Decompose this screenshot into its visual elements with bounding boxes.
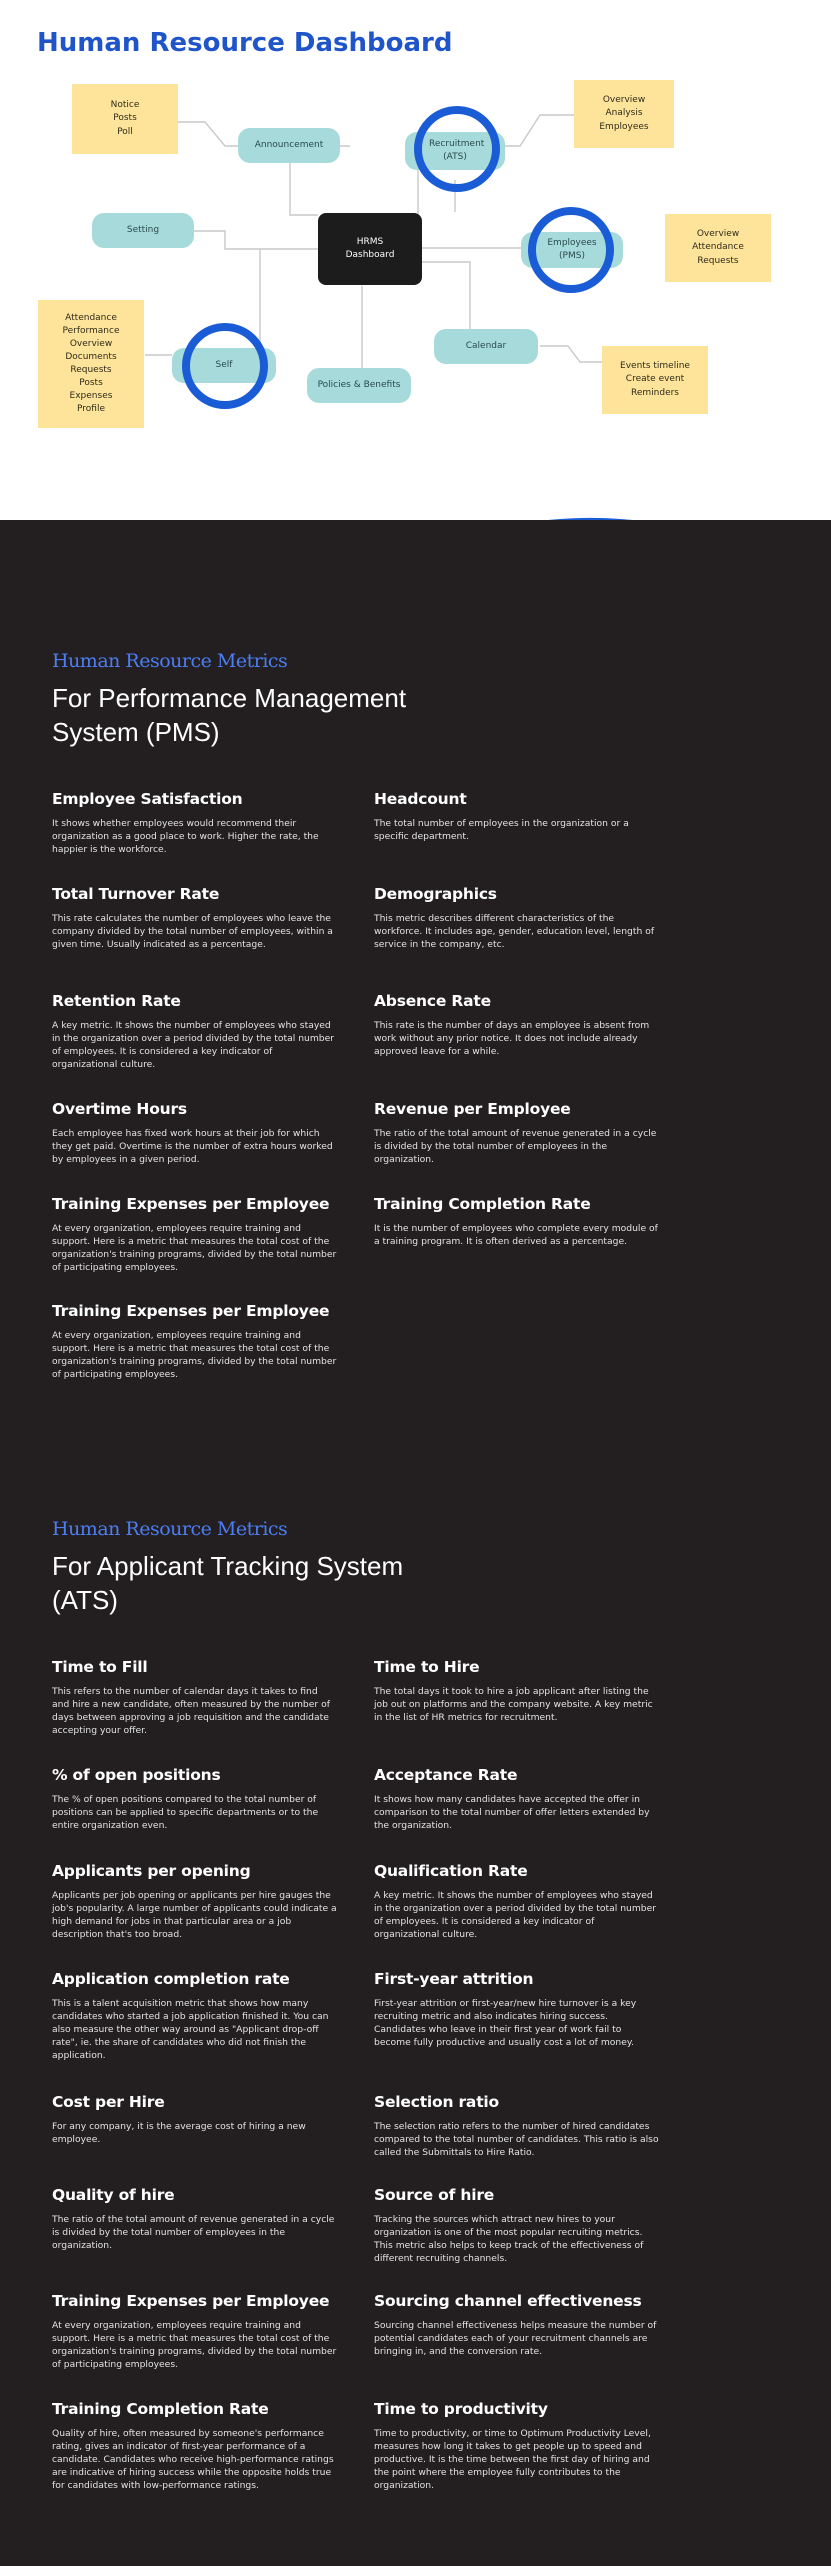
metric-text: The total days it took to hire a job applicant after listing the job out on platforms and the company website. A key metric in the list of HR metrics for recruitment. xyxy=(374,1686,653,1723)
pms-section xyxy=(52,650,792,1380)
self-node[interactable]: Self xyxy=(172,348,276,383)
metric-text: Tracking the sources which attract new hires to your organization is one of the most popular recruiting metrics. This metric also helps to keep track of the effectiveness of different recruiting channels. xyxy=(374,2214,644,2264)
metric-card xyxy=(52,2093,337,2147)
metric-card xyxy=(52,2292,337,2372)
metric-title: Source of hire xyxy=(374,2186,495,2204)
metric-text: The total number of employees in the organization or a specific department. xyxy=(374,818,629,842)
metric-text: At every organization, employees require training and support. Here is a metric that measures the total cost of the organization's training programs, divided by the total number of participating employees. xyxy=(52,1223,337,1273)
metric-card xyxy=(374,2186,659,2266)
metric-title: Time to Fill xyxy=(52,1658,148,1676)
metric-text: The % of open positions compared to the total number of positions can be applied to specific departments or to the entire organization even. xyxy=(52,1794,319,1831)
metric-text: Time to productivity, or time to Optimum Productivity Level, measures how long it takes to get people up to speed and productive. It is the time between the first day of hiring and the point where the employee fully contributes to the organization. xyxy=(374,2428,651,2491)
metric-card xyxy=(52,885,337,952)
metric-title: Quality of hire xyxy=(52,2186,175,2204)
metric-title: Employee Satisfaction xyxy=(52,790,243,808)
metric-title: Demographics xyxy=(374,885,497,903)
note-item: Attendance xyxy=(692,242,744,253)
metric-title: Applicants per opening xyxy=(52,1862,251,1880)
metric-card xyxy=(374,1970,659,2050)
metric-card xyxy=(52,1862,337,1942)
metric-text: It shows how many candidates have accepted the offer in comparison to the total number of offer letters extended by the organization. xyxy=(374,1794,650,1831)
ats-title-line: For Applicant Tracking System xyxy=(52,1551,404,1581)
pms-title xyxy=(52,682,792,750)
metric-card xyxy=(374,1862,659,1942)
announcement-note xyxy=(72,84,178,154)
metric-card xyxy=(52,1970,337,2062)
employees-node-label: Employees (PMS) xyxy=(547,238,597,261)
hub-line: Dashboard xyxy=(345,250,395,260)
calendar-note xyxy=(602,346,708,414)
metric-title: Total Turnover Rate xyxy=(52,885,220,903)
metric-text: The selection ratio refers to the number of hired candidates compared to the total number of candidates. This ratio is also called the Submittals to Hire Ratio. xyxy=(374,2121,659,2158)
note-item: Events timeline xyxy=(620,361,690,372)
metric-title: % of open positions xyxy=(52,1766,221,1784)
metric-title: Qualification Rate xyxy=(374,1862,528,1880)
ats-kicker: Human Resource Metrics xyxy=(52,1518,288,1540)
metric-text: It shows whether employees would recommend their organization as a good place to work. Higher the rate, the happier is the workforce. xyxy=(52,818,319,855)
pms-kicker: Human Resource Metrics xyxy=(52,650,288,672)
self-highlight-ring xyxy=(182,323,268,409)
metric-card xyxy=(52,2186,337,2253)
note-item: Requests xyxy=(70,365,112,375)
metric-text: A key metric. It shows the number of employees who stayed in the organization over a period divided by the total number of employees. It is considered a key indicator of organizational culture. xyxy=(52,1020,335,1070)
metric-card xyxy=(52,992,337,1072)
pms-title-line: System (PMS) xyxy=(52,716,220,747)
note-item: Notice xyxy=(110,100,140,111)
employees-highlight-ring xyxy=(528,207,614,293)
metric-title: Headcount xyxy=(374,790,467,808)
metric-text: First-year attrition or first-year/new hire turnover is a key recruiting metric and also indicates hiring success. Candidates who leave in their first year of work fail to become fully productive and usually cost a lot of money. xyxy=(374,1998,637,2048)
metric-card xyxy=(374,1100,659,1167)
metric-title: Training Expenses per Employee xyxy=(52,1302,330,1320)
ats-title xyxy=(52,1550,792,1618)
metric-card xyxy=(374,1766,659,1833)
employees-note xyxy=(665,214,771,282)
metric-title: First-year attrition xyxy=(374,1970,534,1988)
metric-card xyxy=(374,790,659,844)
metric-title: Cost per Hire xyxy=(52,2093,165,2111)
note-item: Posts xyxy=(79,378,103,389)
metric-text: Quality of hire, often measured by someone's performance rating, gives an indicator of first-year performance of a candidate. Candidates who receive high-performance ratings are indicative of hiring success while the opposite holds true for candidates with low-performance ratings. xyxy=(52,2428,334,2491)
hrms-dashboard-hub[interactable] xyxy=(318,213,422,285)
metric-text: This rate calculates the number of employees who leave the company divided by the total number of employees, within a given time. Usually indicated as a percentage. xyxy=(52,913,333,950)
metric-title: Selection ratio xyxy=(374,2093,499,2111)
metric-title: Time to productivity xyxy=(374,2400,548,2418)
metric-text: This rate is the number of days an employee is absent from work without any prior notice. It does not include already approved leave for a while. xyxy=(374,1020,650,1057)
pms-title-line: For Performance Management xyxy=(52,683,407,713)
metric-card xyxy=(374,1195,659,1249)
metric-title: Sourcing channel effectiveness xyxy=(374,2292,642,2310)
note-item: Documents xyxy=(65,351,117,362)
metric-title: Application completion rate xyxy=(52,1970,290,1988)
metric-text: At every organization, employees require training and support. Here is a metric that measures the total cost of the organization's training programs, divided by the total number of participating employees. xyxy=(52,2320,337,2370)
note-item: Employees xyxy=(599,121,649,132)
metric-text: The ratio of the total amount of revenue generated in a cycle is divided by the total number of employees in the organization. xyxy=(374,1128,657,1165)
metric-title: Training Completion Rate xyxy=(52,2400,269,2418)
metric-text: This refers to the number of calendar days it takes to find and hire a new candidate, often measured by the number of days between approving a job requisition and the candidate accepting your offer. xyxy=(52,1686,330,1736)
metric-text: This metric describes different characteristics of the workforce. It includes age, gender, education level, length of service in the company, etc. xyxy=(374,913,655,950)
ats-title-line: (ATS) xyxy=(52,1584,118,1615)
metric-card xyxy=(52,1195,337,1275)
metrics-panel xyxy=(0,520,831,2566)
metric-title: Revenue per Employee xyxy=(374,1100,571,1118)
page-title: Human Resource Dashboard xyxy=(37,28,453,58)
note-item: Posts xyxy=(113,113,137,124)
metric-title: Training Completion Rate xyxy=(374,1195,591,1213)
recruitment-highlight-ring xyxy=(414,106,500,192)
metric-text: It is the number of employees who complete every module of a training program. It is often derived as a percentage. xyxy=(374,1223,658,1247)
metric-text: Applicants per job opening or applicants per hire gauges the job's popularity. A large number of applicants could indicate a high demand for jobs in that particular area or a job description that's too broad. xyxy=(52,1890,337,1940)
metric-text: Each employee has fixed work hours at their job for which they get paid. Overtime is the number of extra hours worked by employees in a given period. xyxy=(52,1128,333,1165)
metric-card xyxy=(374,2400,659,2492)
metric-text: At every organization, employees require training and support. Here is a metric that measures the total cost of the organization's training programs, divided by the total number of participating employees. xyxy=(52,1330,337,1380)
note-item: Requests xyxy=(697,255,739,266)
metric-card xyxy=(374,992,659,1059)
metric-text: This is a talent acquisition metric that shows how many candidates who started a job application finished it. You can also measure the other way around as "Applicant drop-off rate", ie. the share of candidates who did not finish the application. xyxy=(52,1998,329,2061)
metric-title: Retention Rate xyxy=(52,992,181,1010)
metric-title: Training Expenses per Employee xyxy=(52,1195,330,1213)
metric-title: Acceptance Rate xyxy=(374,1766,518,1784)
note-item: Create event xyxy=(625,374,685,385)
metric-text: For any company, it is the average cost of hiring a new employee. xyxy=(52,2121,306,2145)
ats-section xyxy=(52,1518,792,2491)
metric-card xyxy=(52,1100,337,1167)
metric-card xyxy=(374,885,659,952)
metric-card xyxy=(52,1658,337,1738)
announcement-node[interactable]: Announcement xyxy=(238,128,340,163)
recruitment-node-label: Recruitment (ATS) xyxy=(429,139,485,162)
metric-text: A key metric. It shows the number of employees who stayed in the organization over a period divided by the total number of employees. It is considered a key indicator of organizational culture. xyxy=(374,1890,657,1940)
dashboard-diagram-area xyxy=(0,0,831,560)
metric-text: The ratio of the total amount of revenue generated in a cycle is divided by the total number of employees in the organization. xyxy=(52,2214,335,2251)
note-item: Reminders xyxy=(631,387,679,398)
metric-card xyxy=(52,790,337,857)
note-item: Performance xyxy=(62,325,120,336)
note-item: Overview xyxy=(602,95,646,106)
metric-card xyxy=(374,1658,659,1725)
note-item: Analysis xyxy=(605,108,643,119)
setting-node[interactable]: Setting xyxy=(92,213,194,248)
note-item: Profile xyxy=(77,404,105,415)
metric-title: Absence Rate xyxy=(374,992,491,1010)
metric-text: Sourcing channel effectiveness helps measure the number of potential candidates each of your recruitment channels are bringing in, and the conversion rate. xyxy=(374,2320,657,2357)
metric-card xyxy=(374,2292,659,2359)
note-item: Overview xyxy=(69,338,113,349)
recruitment-note xyxy=(574,80,674,148)
metric-title: Training Expenses per Employee xyxy=(52,2292,330,2310)
metric-card xyxy=(374,2093,659,2160)
self-note xyxy=(38,300,144,428)
calendar-node[interactable]: Calendar xyxy=(434,329,538,364)
note-item: Poll xyxy=(117,126,133,137)
metric-card xyxy=(52,1302,337,1382)
metric-card xyxy=(52,2400,337,2492)
policies-node[interactable]: Policies & Benefits xyxy=(307,368,411,403)
metric-card xyxy=(52,1766,337,1833)
metric-title: Time to Hire xyxy=(374,1658,480,1676)
metric-title: Overtime Hours xyxy=(52,1100,187,1118)
note-item: Overview xyxy=(696,229,740,240)
note-item: Attendance xyxy=(65,312,117,323)
hub-line: HRMS xyxy=(356,236,384,247)
note-item: Expenses xyxy=(69,391,113,402)
